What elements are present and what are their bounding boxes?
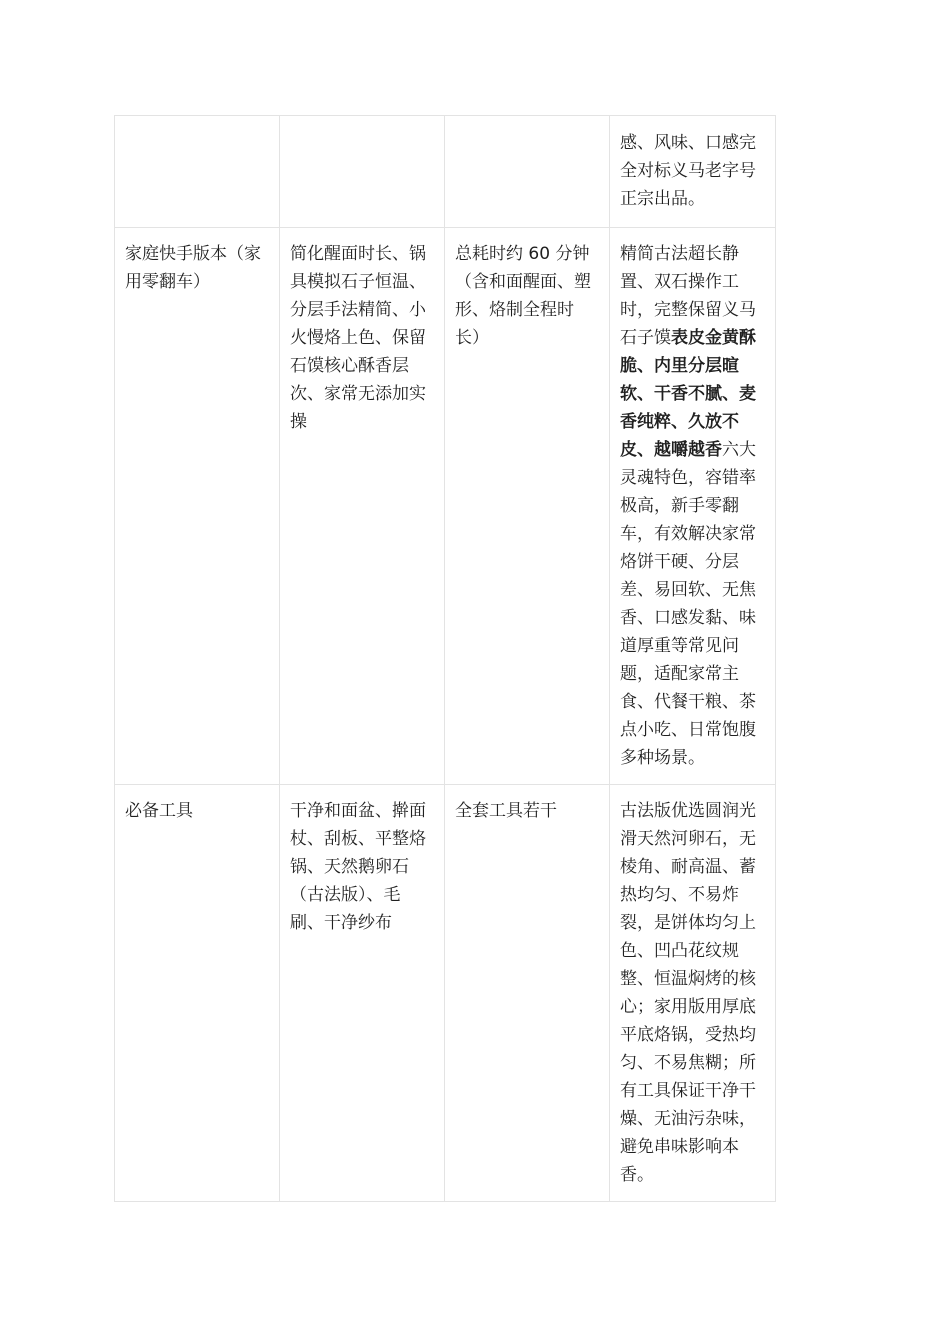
features-text-pre: 精简古法超长静置、双石操作工时，完整保留义马石子馍 [620, 244, 756, 348]
table-cell [115, 116, 280, 228]
table-cell: 全套工具若干 [445, 785, 610, 1202]
table-cell: 总耗时约 60 分钟（含和面醒面、塑形、烙制全程时长） [445, 228, 610, 785]
table-row-home-version [115, 228, 776, 785]
table-cell: 家庭快手版本（家用零翻车） [115, 228, 280, 785]
recipe-table [114, 115, 776, 1202]
table-cell: 简化醒面时长、锅具模拟石子恒温、分层手法精简、小火慢烙上色、保留石馍核心酥香层次、家常无添加实操 [280, 228, 445, 785]
table-cell [280, 116, 445, 228]
table-cell [445, 116, 610, 228]
table-cell: 感、风味、口感完全对标义马老字号正宗出品。 [610, 116, 776, 228]
table-cell: 必备工具 [115, 785, 280, 1202]
features-text-bold: 表皮金黄酥脆、内里分层暄软、干香不腻、麦香纯粹、久放不皮、越嚼越香 [620, 328, 756, 460]
table-row-continued [115, 116, 776, 228]
table-cell: 干净和面盆、擀面杖、刮板、平整烙锅、天然鹅卵石（古法版）、毛刷、干净纱布 [280, 785, 445, 1202]
table-row-tools [115, 785, 776, 1202]
table-cell-features [610, 228, 776, 785]
table-cell: 古法版优选圆润光滑天然河卵石，无棱角、耐高温、蓄热均匀、不易炸裂，是饼体均匀上色、凹凸花纹规整、恒温焖烤的核心；家用版用厚底平底烙锅，受热均匀、不易焦糊；所有工具保证干净干燥、无油污杂味，避免串味影响本香。 [610, 785, 776, 1202]
features-text-post: 六大灵魂特色，容错率极高，新手零翻车，有效解决家常烙饼干硬、分层差、易回软、无焦香、口感发黏、味道厚重等常见问题，适配家常主食、代餐干粮、茶点小吃、日常饱腹多种场景。 [620, 440, 756, 768]
